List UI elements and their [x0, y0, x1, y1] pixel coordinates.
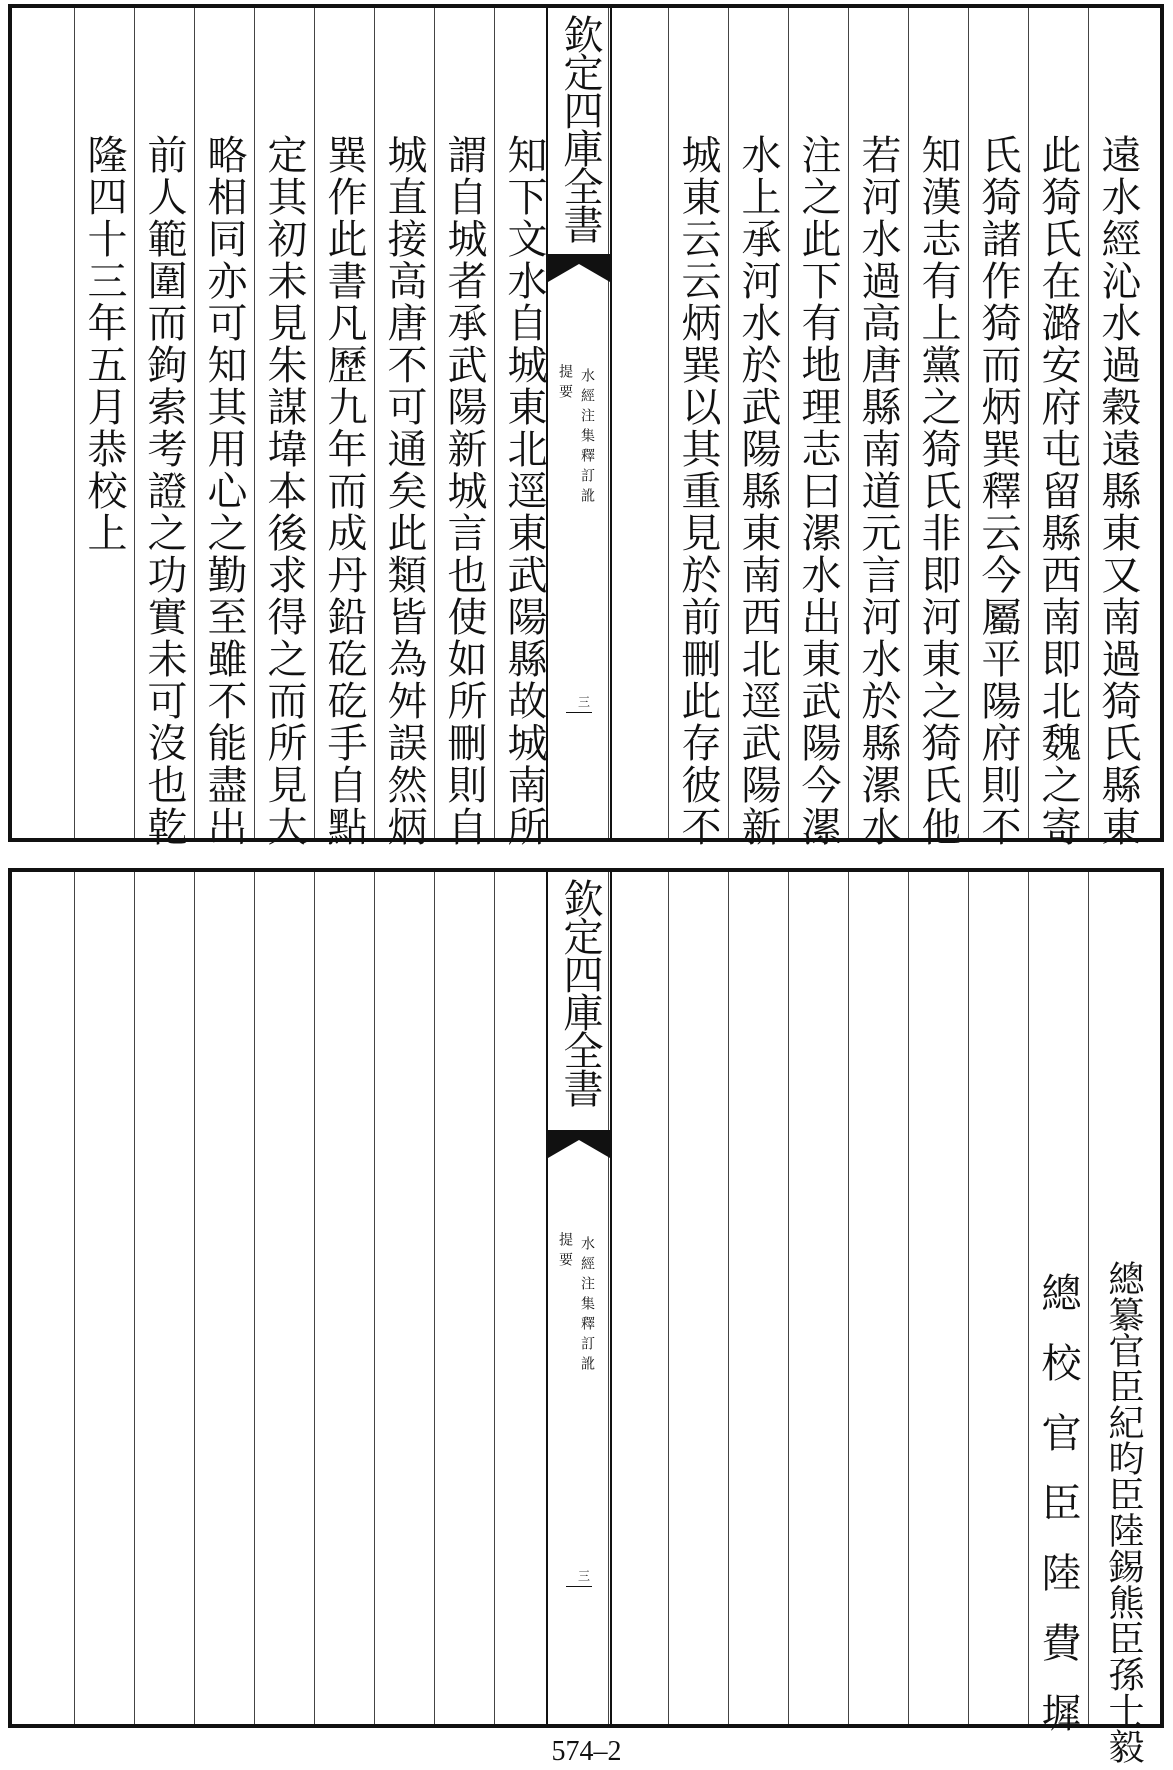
- text-column: 略相同亦可知其用心之勤至雖不能盡出: [201, 134, 247, 848]
- center-spine: [546, 8, 612, 838]
- text-column: 遠水經沁水過穀遠縣東又南過猗氏縣東: [1095, 134, 1141, 848]
- top-page: [8, 4, 1164, 848]
- text-column: 知漢志有上黨之猗氏非即河東之猗氏他: [915, 134, 961, 848]
- text-column: 若河水過高唐縣南道元言河水於縣漯水: [855, 134, 901, 848]
- text-column: 巽作此書凡歷九年而成丹鉛矻矻手自點: [321, 134, 367, 848]
- spine-book-title: 水經注集釋訂訛: [579, 1236, 595, 1376]
- text-column: 氏猗諸作猗而炳巽釋云今屬平陽府則不: [975, 134, 1021, 848]
- text-column: 隆四十三年五月恭校上: [81, 134, 127, 554]
- credits-line: 總纂官臣紀昀臣陸錫熊臣孫士毅: [1103, 1260, 1144, 1764]
- text-column: 謂自城者承武陽新城言也使如所刪則自: [441, 134, 487, 848]
- center-spine: [546, 872, 612, 1724]
- fishtail-mark: [548, 1130, 610, 1160]
- spine-book-title: 水經注集釋訂訛: [579, 368, 595, 508]
- text-column: 注之此下有地理志曰漯水出東武陽今漯: [795, 134, 841, 848]
- text-column: 城直接高唐不可通矣此類皆為舛誤然炳: [381, 134, 427, 848]
- credits-line: 總校官臣陸費墀: [1035, 1272, 1081, 1762]
- text-column: 此猗氏在潞安府屯留縣西南即北魏之寄: [1035, 134, 1081, 848]
- spine-title: 欽定四庫全書: [557, 14, 603, 242]
- spine-page-number: 三: [578, 695, 591, 709]
- text-column: 水上承河水於武陽縣東南西北逕武陽新: [735, 134, 781, 848]
- text-column: 定其初未見朱謀㙔本後求得之而所見大: [261, 134, 307, 848]
- spine-page-number: 三: [578, 1569, 591, 1583]
- text-column: 城東云云炳巽以其重見於前刪此存彼不: [675, 134, 721, 848]
- spine-section: 提要: [557, 1232, 573, 1272]
- page-reference: 574–2: [551, 1736, 622, 1767]
- spine-title: 欽定四庫全書: [557, 878, 603, 1106]
- text-column: 知下文水自城東北逕東武陽縣故城南所: [501, 134, 547, 848]
- spine-section: 提要: [557, 364, 573, 404]
- text-column: 前人範圍而鉤索考證之功實未可沒也乾: [141, 134, 187, 848]
- fishtail-mark: [548, 254, 610, 284]
